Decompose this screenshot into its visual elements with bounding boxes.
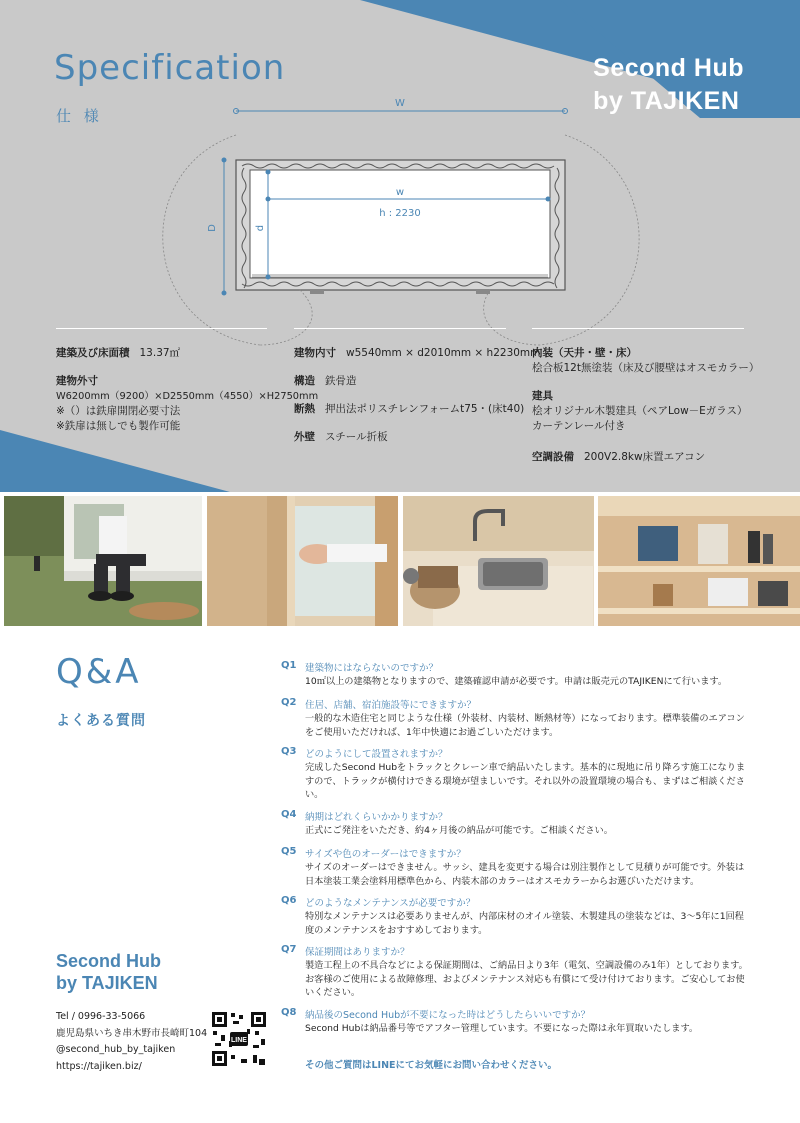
qa-question: どのようなメンテナンスが必要ですか？ <box>305 898 476 909</box>
exterior-value: スチール折板 <box>325 431 388 443</box>
qa-title: Q&A <box>56 652 142 692</box>
footer-brand-logo <box>56 950 161 994</box>
interior-value: 桧合板12t無塗装（床及び腰壁はオスモカラー） <box>532 362 760 374</box>
footer-brand-line-2: by TAJIKEN <box>56 973 158 993</box>
dim-w-inner: w <box>395 187 405 198</box>
qa-answer: 特別なメンテナンスは必要ありませんが、内部床材のオイル塗装、木製建具の塗装などは、3～5年に1回程度のメンテナンスをおすすめしております。 <box>305 911 744 936</box>
qa-question: 保証期間はありますか？ <box>305 947 410 958</box>
structure-value: 鉄骨造 <box>325 375 357 387</box>
outer-size-value: W6200mm（9200）×D2550mm（4550）×H2750mm <box>56 391 319 402</box>
ac-label: 空調設備 <box>532 451 574 463</box>
spec-column-2 <box>294 346 541 445</box>
qa-answer: 一般的な木造住宅と同じような仕様（外装材、内装材、断熱材等）になっております。標準装備のエアコンをご使用いただければ、1年中快適にお過ごしいただけます。 <box>305 713 745 738</box>
divider-col2 <box>294 328 506 329</box>
qa-number: Q1 <box>281 660 297 671</box>
page-subtitle: 仕 様 <box>56 107 103 125</box>
photo-exterior-bench <box>4 496 202 626</box>
floor-plan-diagram <box>163 109 639 346</box>
qa-question: 建築物にはならないのですか？ <box>305 663 439 674</box>
qa-answer: 製造工程上の不具合などによる保証期間は、ご納品日より3年（電気、空調設備のみ1年）としております。お客様のご使用による故障修理、およびメンテナンス対応も有償にて受け付けております。ご安心してお使いください。 <box>305 960 748 998</box>
line-contact-message: その他ご質問はLINEにてお気軽にお問い合わせください。 <box>305 1060 558 1071</box>
footer-brand-line-1: Second Hub <box>56 951 162 971</box>
fixtures-value-1: 桧オリジナル木製建具（ペアLow－Eガラス） <box>532 405 748 417</box>
qa-question: どのようにして設置されますか？ <box>305 749 448 760</box>
inner-size-value: w5540mm × d2010mm × h2230mm <box>346 347 541 359</box>
dim-d-outer: D <box>207 224 218 232</box>
photo-kitchen-sink <box>403 496 594 626</box>
outer-size-note-2: ※鉄扉は無しでも製作可能 <box>56 420 181 432</box>
qa-number: Q7 <box>281 944 297 955</box>
contact-url[interactable]: https://tajiken.biz/ <box>56 1060 142 1072</box>
qa-answer: サイズのオーダーはできません。サッシ、建具を変更する場合は別注製作として見積りが可能です。外装は日本塗装工業会塗料用標準色から、内装木部のカラーはオスモカラーからお選びいただけます。 <box>305 862 745 887</box>
dim-height: h : 2230 <box>379 208 421 219</box>
page-title: Specification <box>54 48 286 88</box>
qa-answer: Second Hubは納品番号等でアフター管理しています。不要になった際は永年買取いたします。 <box>305 1023 699 1034</box>
line-qr-code[interactable] <box>211 1011 267 1067</box>
insulation-label: 断熱 <box>294 403 315 415</box>
spec-column-3 <box>532 346 772 465</box>
dim-d-inner: d <box>255 224 266 232</box>
qa-answer: 正式にご発注をいただき、約4ヶ月後の納品が可能です。ご相談ください。 <box>305 825 613 836</box>
qa-number: Q2 <box>281 697 297 708</box>
ac-value: 200V2.8kw床置エアコン <box>584 451 706 463</box>
qa-number: Q6 <box>281 895 297 906</box>
inner-size-label: 建物内寸 <box>294 347 336 359</box>
outer-size-label: 建物外寸 <box>56 375 98 387</box>
qa-question: 住居、店舗、宿泊施設等にできますか？ <box>305 700 477 711</box>
contact-instagram[interactable]: @second_hub_by_tajiken <box>56 1044 176 1055</box>
structure-label: 構造 <box>294 375 315 387</box>
fixtures-label: 建具 <box>532 390 553 402</box>
brand-logo <box>593 52 744 118</box>
qa-number: Q4 <box>281 809 297 820</box>
photo-wooden-door-handle <box>207 496 398 626</box>
divider-col3 <box>532 328 744 329</box>
insulation-value: 押出法ポリスチレンフォームt75・(床t40) <box>325 403 525 415</box>
qa-question: 納品後のSecond Hubが不要になった時はどうしたらいいですか？ <box>305 1010 591 1021</box>
specification-section <box>0 0 800 492</box>
outer-size-note-1: ※（）は鉄扉開閉必要寸法 <box>56 405 181 417</box>
area-value: 13.37㎡ <box>139 347 181 359</box>
divider-col1 <box>56 328 267 329</box>
contact-tel: Tel / 0996-33-5066 <box>56 1011 146 1022</box>
qa-answer: 完成したSecond Hubをトラックとクレーン車で納品いたします。基本的に現地に吊り降ろす施工になりますので、トラックが横付けできる環境が望ましいです。それ以外の設置環境の場合も、まずはご相談ください。 <box>305 762 746 800</box>
interior-label: 内装（天井・壁・床） <box>532 347 637 359</box>
area-label: 建築及び床面積 <box>56 347 130 359</box>
qa-number: Q8 <box>281 1007 297 1018</box>
qa-question: 納期はどれくらいかかりますか？ <box>305 812 448 823</box>
contact-address: 鹿児島県いちき串木野市長崎町104 <box>56 1027 208 1039</box>
brand-line-1: Second Hub <box>593 54 744 82</box>
dim-w-outer: W <box>395 98 405 109</box>
qa-question: サイズや色のオーダーはできますか？ <box>305 849 466 860</box>
qa-subtitle: よくある質問 <box>56 713 146 729</box>
qa-number: Q3 <box>281 746 297 757</box>
qr-line-label: LINE <box>231 1037 247 1044</box>
photo-shelves <box>598 496 800 626</box>
contact-info <box>56 1009 207 1075</box>
qa-number: Q5 <box>281 846 297 857</box>
fixtures-value-2: カーテンレール付き <box>532 420 626 432</box>
brand-line-2: by TAJIKEN <box>593 87 740 115</box>
qa-answer: 10㎡以上の建築物となりますので、建築確認申請が必要です。申請は販売元のTAJIKENにて行います。 <box>305 676 728 687</box>
exterior-label: 外壁 <box>294 431 315 443</box>
corner-band-bottom <box>0 430 230 492</box>
